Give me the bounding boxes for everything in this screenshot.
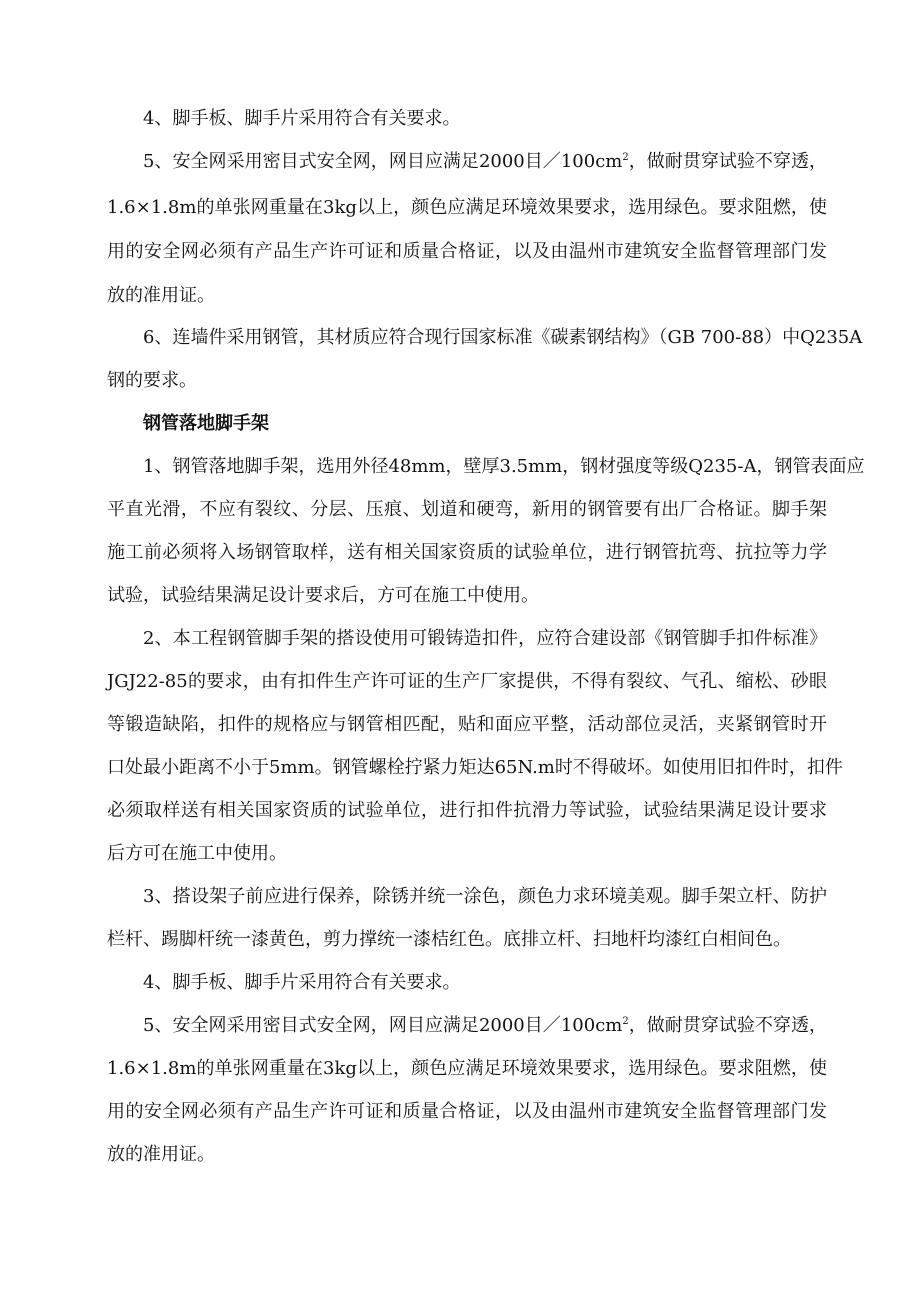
s2-item2-line4: 口处最小距离不小于5mm。钢管螺栓拧紧力矩达65N.m时不得破坏。如使用旧扣件时，扣件: [107, 757, 843, 778]
s1-item5-line1: [143, 150, 827, 174]
s1-item5-superscript: 2: [622, 152, 629, 163]
s2-item2-line6: 后方可在施工中使用。: [107, 843, 287, 864]
s2-item5-line4: 放的准用证。: [107, 1144, 215, 1165]
s2-item5-line1-text: 5、安全网采用密目式安全网，网目应满足2000目／100cm: [143, 1015, 623, 1036]
s1-item5-line1-text: 5、安全网采用密目式安全网，网目应满足2000目／100cm: [143, 151, 623, 172]
s2-item5-line1: [143, 1014, 827, 1038]
s1-item6-line1: 6、连墙件采用钢管，其材质应符合现行国家标准《碳素钢结构》（GB 700-88）中Q235A: [143, 327, 863, 348]
s2-item2-line3: 等锻造缺陷，扣件的规格应与钢管相匹配，贴和面应平整，活动部位灵活，夹紧钢管时开: [107, 714, 827, 735]
s2-item3-line1: 3、搭设架子前应进行保养，除锈并统一涂色，颜色力求环境美观。脚手架立杆、防护: [143, 886, 827, 907]
s1-item5-line2: 1.6×1.8m的单张网重量在3kg以上，颜色应满足环境效果要求，选用绿色。要求阻燃，使: [107, 197, 827, 218]
s1-item4: 4、脚手板、脚手片采用符合有关要求。: [143, 108, 461, 129]
s2-item2-line2: JGJ22-85的要求，由有扣件生产许可证的生产厂家提供，不得有裂纹、气孔、缩松、砂眼: [107, 671, 827, 692]
s2-item5-line2: 1.6×1.8m的单张网重量在3kg以上，颜色应满足环境效果要求，选用绿色。要求阻燃，使: [107, 1058, 827, 1079]
s1-item5-line3: 用的安全网必须有产品生产许可证和质量合格证，以及由温州市建筑安全监督管理部门发: [107, 241, 827, 262]
s2-item2-line1: 2、本工程钢管脚手架的搭设使用可锻铸造扣件，应符合建设部《钢管脚手扣件标准》: [143, 628, 827, 649]
s2-item5-line3: 用的安全网必须有产品生产许可证和质量合格证，以及由温州市建筑安全监督管理部门发: [107, 1101, 827, 1122]
s2-item1-line4: 试验，试验结果满足设计要求后，方可在施工中使用。: [107, 585, 539, 606]
s2-item4: 4、脚手板、脚手片采用符合有关要求。: [143, 972, 461, 993]
s1-item5-line4: 放的准用证。: [107, 285, 215, 306]
s2-item2-line5: 必须取样送有相关国家资质的试验单位，进行扣件抗滑力等试验，试验结果满足设计要求: [107, 800, 827, 821]
section-heading: 钢管落地脚手架: [143, 413, 269, 434]
s2-item5-superscript: 2: [622, 1016, 629, 1027]
s2-item1-line2: 平直光滑，不应有裂纹、分层、压痕、划道和硬弯，新用的钢管要有出厂合格证。脚手架: [107, 499, 827, 520]
s2-item3-line2: 栏杆、踢脚杆统一漆黄色，剪力撑统一漆桔红色。底排立杆、扫地杆均漆红白相间色。: [107, 929, 791, 950]
s1-item6-line2: 钢的要求。: [107, 370, 197, 391]
s1-item5-line1-tail: ，做耐贯穿试验不穿透，: [628, 151, 828, 172]
s2-item5-line1-tail: ，做耐贯穿试验不穿透，: [628, 1015, 828, 1036]
s2-item1-line3: 施工前必须将入场钢管取样，送有相关国家资质的试验单位，进行钢管抗弯、抗拉等力学: [107, 542, 827, 563]
s2-item1-line1: 1、钢管落地脚手架，选用外径48mm，壁厚3.5mm，钢材强度等级Q235-A，钢管表面应: [143, 456, 865, 477]
